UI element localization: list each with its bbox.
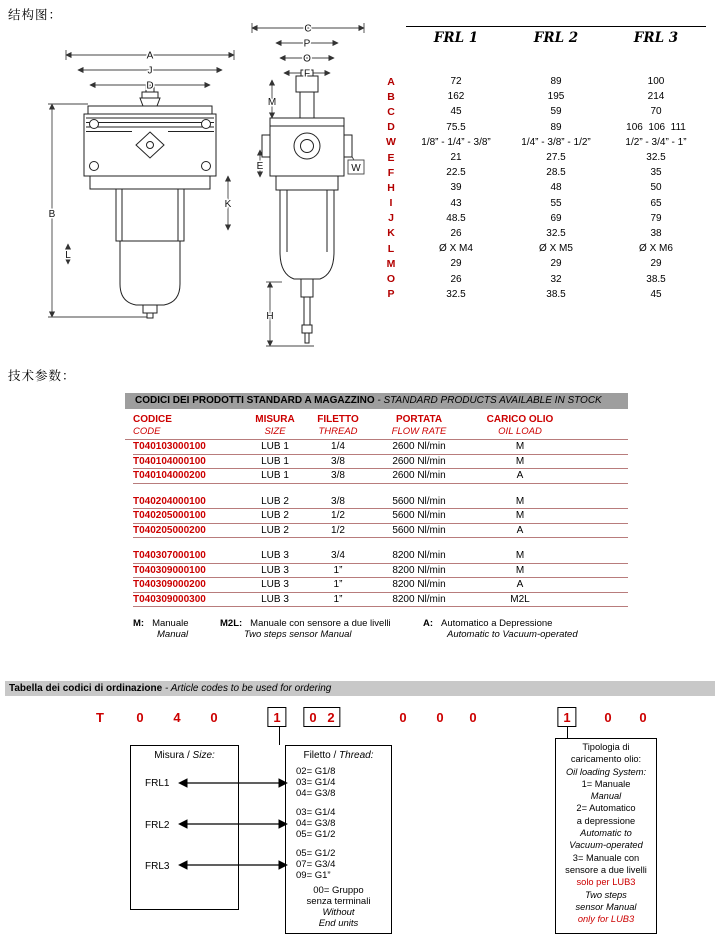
dimension-table-header <box>406 26 706 46</box>
dim-letter-J: J <box>147 65 153 77</box>
col-misura: MISURA <box>255 414 295 425</box>
oil-loading-line: only for LUB3 <box>577 914 635 925</box>
dim-value: 38.5 <box>646 273 666 285</box>
dim-table-row <box>376 196 706 211</box>
legend-m2l <box>220 618 391 640</box>
dim-value: 26 <box>450 273 462 285</box>
oil-loading-line: Tipologia di <box>582 742 630 752</box>
legend-en-m: Manual <box>157 629 189 640</box>
oil-loading-line: 3= Manuale con <box>572 852 640 863</box>
thread-option: 04= G3/8 <box>296 818 336 829</box>
dim-value: 70 <box>650 106 662 118</box>
code-digit: 0 <box>210 710 218 725</box>
product-size: LUB 2 <box>261 510 289 521</box>
thread-footer-en: Without <box>322 907 355 918</box>
products-table-body <box>125 440 628 607</box>
dim-col-frl1: FRL 1 <box>433 30 479 46</box>
product-row <box>133 469 628 484</box>
code-digit: 0 <box>436 710 444 725</box>
dim-value: 214 <box>647 91 665 103</box>
product-flow-rate: 8200 Nl/min <box>392 593 446 605</box>
dim-value: 38.5 <box>546 288 566 300</box>
product-size: LUB 1 <box>261 441 289 452</box>
dim-table-row <box>376 104 706 119</box>
dim-letter-A: A <box>146 50 154 62</box>
dim-row-label: H <box>387 181 395 194</box>
product-code: T040104000200 <box>133 470 206 481</box>
dim-letter-E: E <box>256 161 264 172</box>
product-size: LUB 2 <box>261 495 289 507</box>
product-flow-rate: 5600 Nl/min <box>392 495 446 507</box>
dim-value: 89 <box>550 121 562 133</box>
products-table <box>125 393 628 648</box>
ordering-title-bar <box>5 681 715 696</box>
product-size: LUB 3 <box>261 593 289 605</box>
legend-en-m2l: Two steps sensor Manual <box>244 629 352 640</box>
product-thread: 3/8 <box>331 455 345 467</box>
code-digit-boxed: 0 2 <box>303 707 340 727</box>
product-code: T040309000300 <box>133 593 206 605</box>
code-digit: 0 <box>469 710 477 725</box>
product-thread: 1/2 <box>331 510 345 521</box>
product-row <box>133 564 628 579</box>
product-code: T040205000200 <box>133 524 206 536</box>
product-row <box>133 455 628 470</box>
product-oil-load: M <box>515 455 525 467</box>
dim-table-row <box>376 150 706 165</box>
dim-value: 72 <box>450 76 462 88</box>
product-flow-rate: 8200 Nl/min <box>392 564 446 576</box>
dim-value: 48.5 <box>446 212 466 224</box>
dim-table-row <box>376 89 706 104</box>
product-flow-rate: 8200 Nl/min <box>392 579 446 590</box>
thread-option: 03= G1/4 <box>296 777 336 788</box>
dim-row-label: M <box>386 257 396 270</box>
dim-row-label: I <box>389 197 393 210</box>
dim-value: 27.5 <box>546 152 566 164</box>
thread-option: 07= G3/4 <box>296 859 336 870</box>
technical-drawings <box>30 14 382 369</box>
col-filetto: FILETTO <box>317 414 359 425</box>
dim-table-row <box>376 256 706 271</box>
product-code: T040307000100 <box>133 550 206 561</box>
dim-value: 32.5 <box>646 152 666 164</box>
thread-option: 09= G1” <box>296 870 331 881</box>
oil-loading-line: Vacuum-operated <box>569 840 643 851</box>
dim-value: Ø X M6 <box>639 243 673 255</box>
product-oil-load: A <box>516 470 524 481</box>
dim-value: 50 <box>650 182 662 194</box>
dim-row-label: K <box>387 227 395 240</box>
dim-letter-K: K <box>224 199 232 210</box>
dim-value: 39 <box>450 182 462 194</box>
dim-letter-M: M <box>267 97 277 108</box>
thread-box-title-it: Filetto / <box>303 750 340 761</box>
product-flow-rate: 5600 Nl/min <box>392 510 446 521</box>
dim-value: 75.5 <box>446 121 466 133</box>
product-row <box>133 593 628 608</box>
oil-load-legend <box>125 618 628 648</box>
dim-value: 1/2” - 3/4” - 1” <box>625 136 687 148</box>
oil-loading-line: 2= Automatico <box>576 803 636 814</box>
dim-letter-D: D <box>146 80 154 92</box>
oil-loading-line: sensor Manual <box>575 901 637 912</box>
thread-box-title <box>286 746 391 762</box>
dim-value: 1/8” - 1/4” - 3/8” <box>421 136 491 148</box>
dim-value: 45 <box>450 106 462 118</box>
product-code: T040204000100 <box>133 495 206 507</box>
dim-value: 29 <box>650 258 662 270</box>
col-flow-rate: FLOW RATE <box>391 426 447 437</box>
dim-table-row <box>376 74 706 89</box>
dim-value: 21 <box>450 152 462 164</box>
dim-letter-F: F <box>303 68 311 80</box>
size-item-frl1: FRL1 <box>145 778 170 789</box>
thread-option: 04= G3/8 <box>296 788 336 799</box>
thread-box-title-en: Thread: <box>339 750 374 761</box>
thread-footer: senza terminali <box>306 896 371 907</box>
dim-value: 1/4” - 3/8” - 1/2” <box>521 136 591 148</box>
products-table-header <box>125 414 628 440</box>
ordering-title-en: - Article codes to be used for ordering <box>162 683 332 694</box>
dim-letter-W: W <box>351 163 361 174</box>
connector-line-thread <box>279 726 280 745</box>
code-digit-boxed: 1 <box>267 707 286 727</box>
size-box-title <box>131 746 238 762</box>
dim-table-row <box>376 135 706 150</box>
product-thread: 1” <box>333 579 343 590</box>
product-oil-load: M <box>515 564 525 576</box>
product-row <box>133 524 628 539</box>
product-size: LUB 3 <box>261 564 289 576</box>
dim-row-label: W <box>386 136 396 149</box>
product-group <box>125 549 628 607</box>
thread-footer: 00= Gruppo <box>313 885 364 896</box>
product-group <box>125 440 628 484</box>
dim-row-label: B <box>387 90 395 103</box>
product-row <box>133 549 628 564</box>
code-digit-boxed: 1 <box>557 707 576 727</box>
ordering-title-it: Tabella dei codici di ordinazione <box>9 683 163 694</box>
product-oil-load: M <box>515 441 525 452</box>
product-flow-rate: 5600 Nl/min <box>392 524 446 536</box>
structure-diagram-label: 结构图： <box>8 8 63 22</box>
product-size: LUB 3 <box>261 579 289 590</box>
product-row <box>133 578 628 593</box>
dim-value: 100 <box>647 76 665 88</box>
product-thread: 1/2 <box>331 524 345 536</box>
product-flow-rate: 2600 Nl/min <box>392 441 446 452</box>
dim-value: 29 <box>450 258 462 270</box>
ordering-code-digits <box>85 707 675 729</box>
product-flow-rate: 2600 Nl/min <box>392 470 446 481</box>
oil-loading-line: sensore a due livelli <box>565 864 647 875</box>
legend-key-m2l: M2L: <box>220 618 243 629</box>
dim-value: 65 <box>650 197 662 209</box>
left-view-part <box>84 86 216 318</box>
dim-letter-P: P <box>303 38 311 50</box>
product-row <box>133 440 628 455</box>
oil-loading-lines <box>556 739 656 925</box>
thread-option: 05= G1/2 <box>296 848 336 859</box>
product-flow-rate: 8200 Nl/min <box>392 550 446 561</box>
product-oil-load: M <box>515 550 525 561</box>
size-item-frl3: FRL3 <box>145 861 170 872</box>
product-oil-load: A <box>516 524 524 536</box>
legend-manual <box>133 618 189 640</box>
dim-value: 59 <box>550 106 562 118</box>
dim-letter-O: O <box>303 53 311 65</box>
legend-automatic <box>423 618 578 640</box>
dim-table-row <box>376 211 706 226</box>
dim-value: 55 <box>550 197 562 209</box>
col-thread: THREAD <box>318 426 358 437</box>
dim-table-row <box>376 180 706 195</box>
product-thread: 3/4 <box>331 550 345 561</box>
dim-value: Ø X M5 <box>539 243 573 255</box>
legend-it-a: Automatico a Depressione <box>441 618 553 629</box>
dim-value: 79 <box>650 212 662 224</box>
product-code: T040309000100 <box>133 564 206 576</box>
product-thread: 1/4 <box>331 441 345 452</box>
code-digit: 0 <box>136 710 144 725</box>
product-oil-load: M <box>515 510 525 521</box>
product-oil-load: A <box>516 579 524 590</box>
thread-option: 02= G1/8 <box>296 766 336 777</box>
dim-value: 38 <box>650 227 662 239</box>
dim-value: 32.5 <box>446 288 466 300</box>
legend-key-a: A: <box>423 618 434 629</box>
oil-loading-line: solo per LUB3 <box>576 877 636 888</box>
products-table-title <box>125 393 628 409</box>
dim-row-label: D <box>387 121 395 134</box>
dim-value: 32.5 <box>546 227 566 239</box>
col-oil-load: OIL LOAD <box>498 426 542 437</box>
dim-letter-H: H <box>266 311 274 322</box>
oil-loading-line: 1= Manuale <box>581 778 631 789</box>
product-code: T040104000100 <box>133 455 206 467</box>
dim-value: 29 <box>550 258 562 270</box>
drawings-canvas <box>30 14 382 364</box>
oil-loading-box <box>555 738 657 934</box>
product-row <box>133 509 628 524</box>
size-box-title-en: Size: <box>192 750 215 761</box>
product-oil-load: M <box>515 495 525 507</box>
thread-option: 05= G1/2 <box>296 829 336 840</box>
thread-option: 03= G1/4 <box>296 807 336 818</box>
dim-letter-B: B <box>48 209 56 220</box>
dim-value: 45 <box>650 288 662 300</box>
dim-value: 162 <box>447 91 465 103</box>
dim-value: 35 <box>650 167 662 179</box>
product-code: T040103000100 <box>133 441 206 452</box>
code-digit: 0 <box>604 710 612 725</box>
dim-row-label: O <box>386 273 396 286</box>
technical-params-label: 技术参数： <box>8 369 76 383</box>
product-code: T040309000200 <box>133 579 206 590</box>
thread-footer-en: End units <box>318 918 359 929</box>
oil-loading-line: Two steps <box>585 889 627 900</box>
product-oil-load: M2L <box>510 593 530 605</box>
size-box <box>130 745 239 910</box>
dim-row-label: J <box>388 212 394 225</box>
legend-en-a: Automatic to Vacuum-operated <box>447 629 578 640</box>
dim-letter-L: L <box>65 250 71 261</box>
product-size: LUB 1 <box>261 455 289 467</box>
dim-col-frl2: FRL 2 <box>533 30 579 46</box>
oil-loading-line: caricamento olio: <box>570 754 642 765</box>
oil-loading-line: Oil loading System: <box>565 766 647 777</box>
dim-value: 32 <box>550 273 562 285</box>
col-size: SIZE <box>264 426 286 437</box>
products-title-en: - STANDARD PRODUCTS AVAILABLE IN STOCK <box>374 395 602 406</box>
dim-row-label: P <box>387 288 395 301</box>
dim-value: 69 <box>550 212 562 224</box>
code-digit: 4 <box>173 710 181 725</box>
thread-box <box>285 745 392 934</box>
legend-it-m: Manuale <box>152 618 189 629</box>
product-thread: 1” <box>333 593 343 605</box>
dim-value: 43 <box>450 197 462 209</box>
col-portata: PORTATA <box>395 414 443 425</box>
dim-value: Ø X M4 <box>439 243 473 255</box>
product-thread: 1” <box>333 564 343 576</box>
code-digit: T <box>96 710 104 725</box>
dim-letter-C: C <box>304 23 312 35</box>
col-codice: CODICE <box>133 414 172 425</box>
dim-row-label: A <box>387 75 395 88</box>
dim-value: 89 <box>550 76 562 88</box>
size-item-frl2: FRL2 <box>145 820 170 831</box>
thread-options <box>286 766 391 929</box>
product-flow-rate: 2600 Nl/min <box>392 455 446 467</box>
connector-line-oil <box>567 726 568 738</box>
dim-value: 26 <box>450 227 462 239</box>
col-code: CODE <box>133 426 161 437</box>
dim-table-row <box>376 226 706 241</box>
code-digit: 0 <box>399 710 407 725</box>
col-carico-olio: CARICO OLIO <box>486 414 554 425</box>
dim-table-row <box>376 287 706 302</box>
dim-table-row <box>376 120 706 135</box>
legend-key-m: M: <box>133 618 145 629</box>
code-digit: 0 <box>639 710 647 725</box>
product-code: T040205000100 <box>133 510 206 521</box>
product-thread: 3/8 <box>331 495 345 507</box>
legend-it-m2l: Manuale con sensore a due livelli <box>250 618 391 629</box>
product-group <box>125 495 628 539</box>
dim-value: 195 <box>547 91 565 103</box>
products-title-it: CODICI DEI PRODOTTI STANDARD A MAGAZZINO <box>135 395 375 406</box>
dim-row-label: C <box>387 105 395 118</box>
product-size: LUB 2 <box>261 524 289 536</box>
dim-value: 22.5 <box>446 167 466 179</box>
product-size: LUB 1 <box>261 470 289 481</box>
thread-group-gap <box>286 840 391 848</box>
dim-row-label: E <box>387 151 395 164</box>
dimension-table-rows <box>376 74 706 302</box>
dim-table-row <box>376 271 706 286</box>
product-thread: 3/8 <box>331 470 345 481</box>
thread-group-gap <box>286 799 391 807</box>
oil-loading-line: Manual <box>590 791 622 802</box>
right-view-part <box>262 70 352 343</box>
dim-row-label: F <box>387 166 395 179</box>
size-box-title-it: Misura / <box>154 750 193 761</box>
oil-loading-line: Automatic to <box>580 828 632 839</box>
dim-table-row <box>376 241 706 256</box>
dim-value: 106 106 111 <box>626 121 686 133</box>
dim-value: 28.5 <box>546 167 566 179</box>
dimension-table <box>376 26 706 302</box>
oil-loading-line: a depressione <box>576 815 636 826</box>
product-size: LUB 3 <box>261 550 289 561</box>
dim-col-frl3: FRL 3 <box>633 30 679 46</box>
product-row <box>133 495 628 510</box>
dim-row-label: L <box>387 242 395 255</box>
dim-table-row <box>376 165 706 180</box>
dim-value: 48 <box>550 182 562 194</box>
